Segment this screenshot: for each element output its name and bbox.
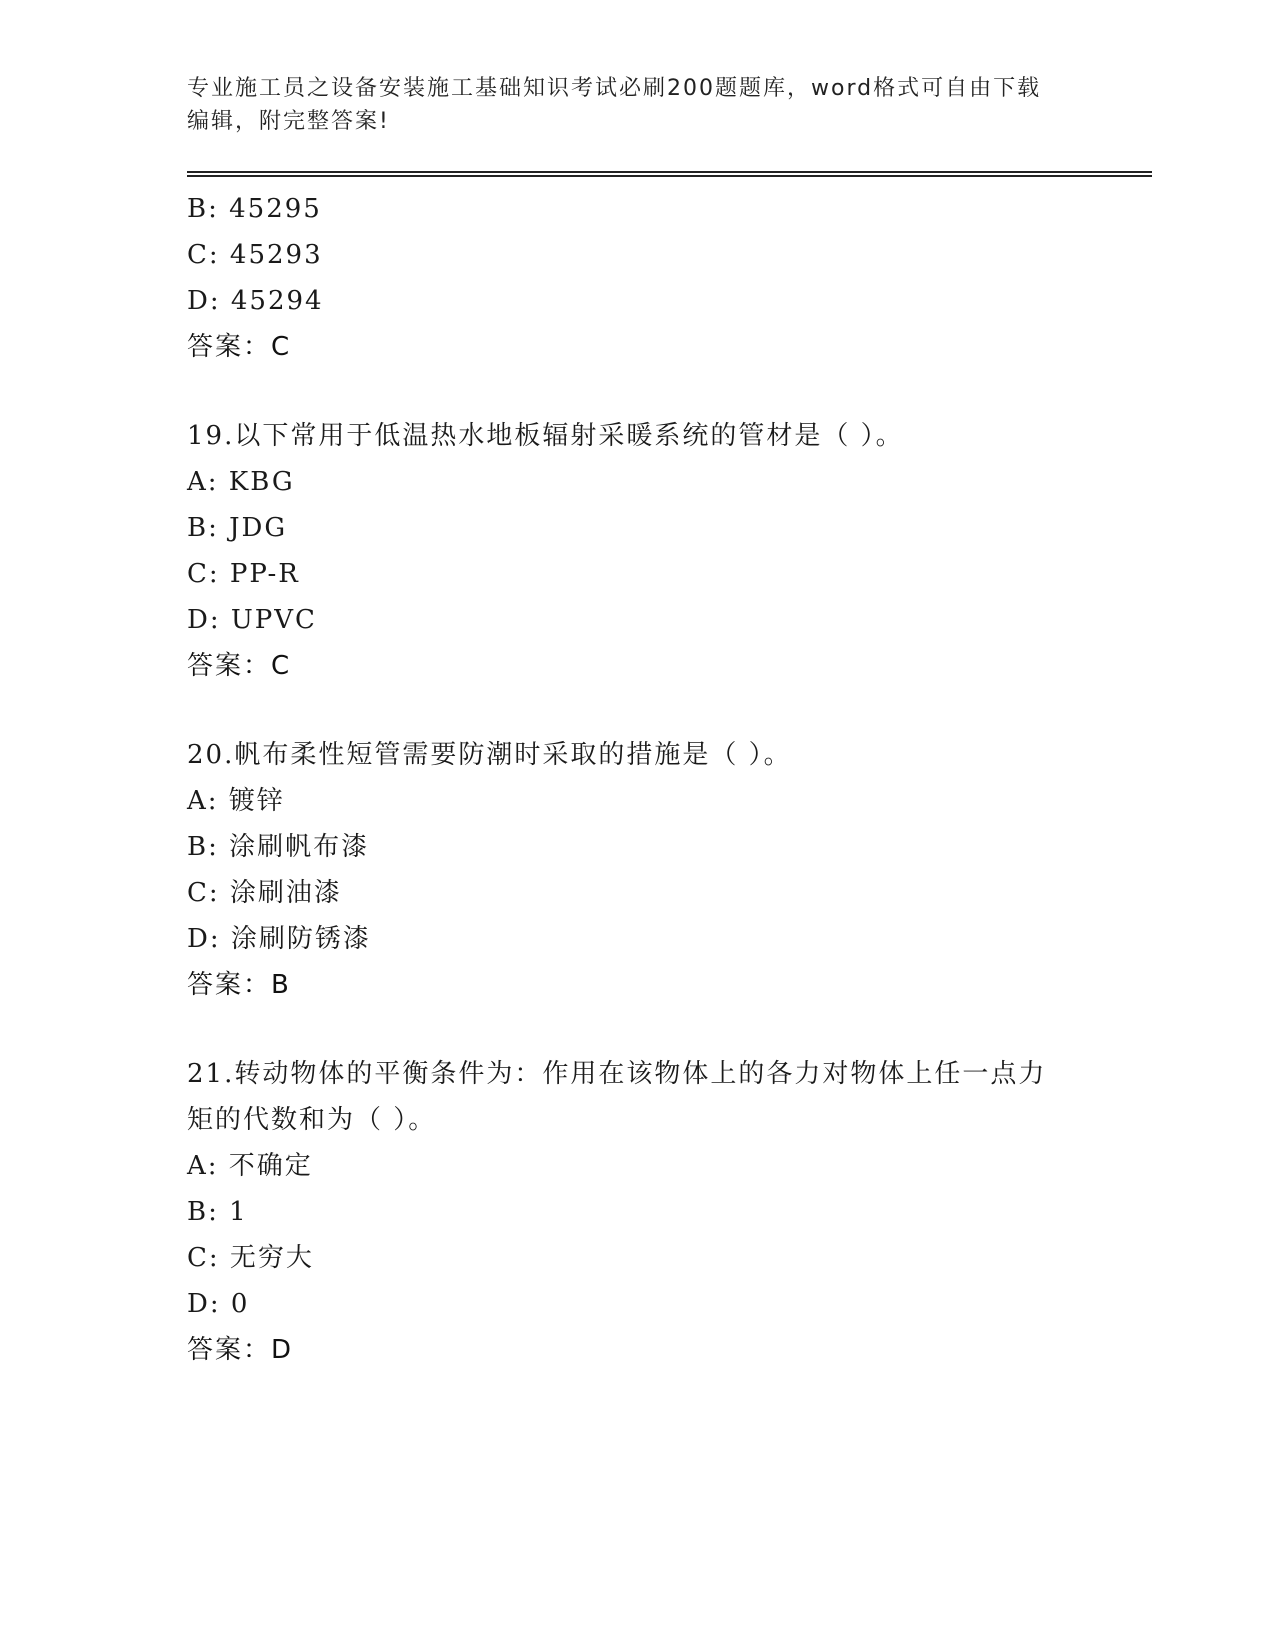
option-a: A: KBG [187,467,295,497]
option-c: C: 无穷大 [187,1243,314,1273]
answer: 答案：D [187,1335,294,1365]
option-d: D: 涂刷防锈漆 [187,924,371,954]
option-a: A: 不确定 [187,1151,313,1181]
answer: 答案：C [187,332,292,362]
question-stem-line-2: 矩的代数和为（ ）。 [187,1105,437,1135]
option-d: D: 45294 [187,286,324,316]
option-c: C: 45293 [187,240,323,270]
spacer [187,689,1087,732]
question-20 [187,732,1087,1008]
option-c: C: 涂刷油漆 [187,878,342,908]
option-b: B: JDG [187,513,288,543]
option-b: B: 涂刷帆布漆 [187,832,370,862]
answer: 答案：C [187,651,292,681]
option-b: B: 45295 [187,194,322,224]
option-a: A: 镀锌 [187,786,285,816]
question-21 [187,1051,1087,1373]
header-title-line-2: 编辑，附完整答案! [187,109,390,134]
question-stem: 20.帆布柔性短管需要防潮时采取的措施是（ ）。 [187,740,792,770]
header-rule-top [187,171,1152,173]
question-19 [187,413,1087,689]
answer: 答案：B [187,970,291,1000]
document-header [187,72,1087,138]
question-list [187,186,1087,1373]
question-stem-line-1: 21.转动物体的平衡条件为：作用在该物体上的各力对物体上任一点力 [187,1059,1047,1089]
header-rule-bottom [187,175,1152,177]
option-c: C: PP-R [187,559,300,589]
option-b: B: 1 [187,1197,248,1227]
question-18-tail [187,186,1087,370]
spacer [187,370,1087,413]
option-d: D: UPVC [187,605,317,635]
spacer [187,1008,1087,1051]
question-stem: 19.以下常用于低温热水地板辐射采暖系统的管材是（ ）。 [187,421,904,451]
option-d: D: 0 [187,1289,250,1319]
header-title-line-1: 专业施工员之设备安装施工基础知识考试必刷200题题库，word格式可自由下载 [187,76,1042,101]
